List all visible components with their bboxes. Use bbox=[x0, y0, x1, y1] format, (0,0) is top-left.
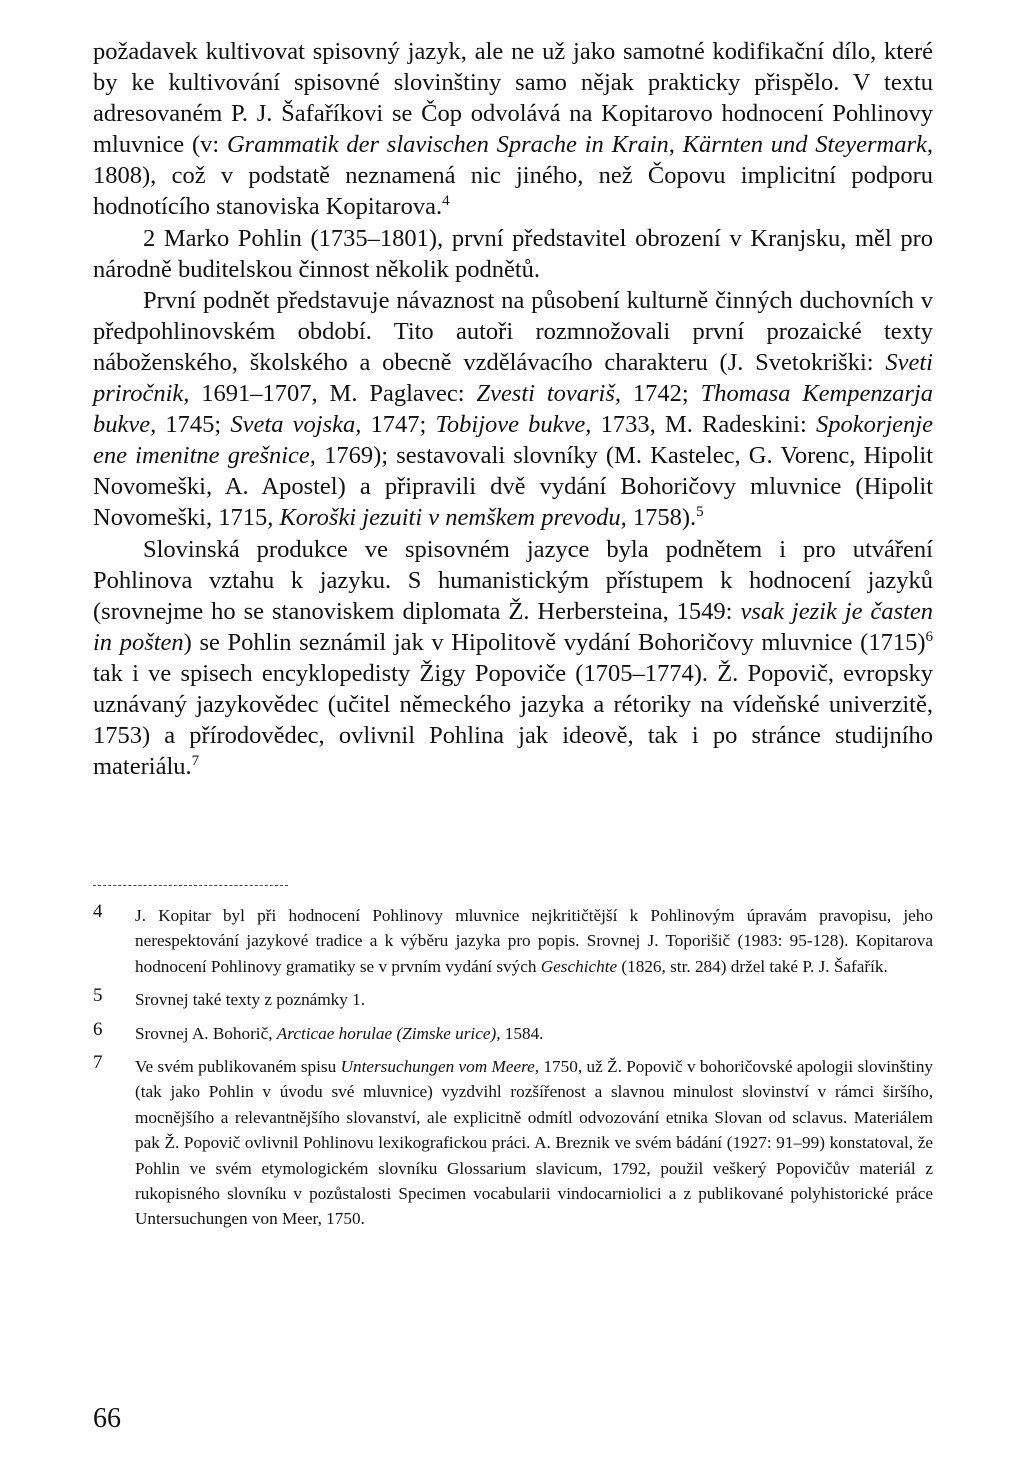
italic-title: Zvesti tovariš, bbox=[476, 380, 622, 408]
footnote-number: 5 bbox=[93, 985, 103, 1007]
paragraph-4: Slovinská produkce ve spisovném jazyce byla podnětem i pro utváření Pohlinova vztahu k jazyku. S humanistickým přístupem k hodnocení jazyků (srovnejme ho se stanoviskem diplomata Ž. Herbersteina, 1549: vsak jezik je časten in pošten) se Pohlin seznámil jak v Hipolitově vydání Bohoričovy mluvnice $(1715)^6$ tak i ve spisech encyklopedisty Žigy Popoviče (1705–1774). Ž. Popovič, evropsky uznávaný jazykovědec (učitel německého jazyka a rétoriky na vídeňské univerzitě, 1753) a přírodovědec, ovlivnil Pohlina jak ideově, tak i po stránce studijního materiálu.$^7$ bbox=[93, 535, 934, 781]
footnote-7 bbox=[93, 1054, 933, 1232]
italic-title: Tobijove bukve, bbox=[435, 411, 592, 439]
footnote-number: 4 bbox=[93, 901, 103, 922]
footnote-text: Srovnej A. Bohorič, Arcticae horulae (Zimske urice), 1584. bbox=[135, 1023, 544, 1043]
footnote-text: Ve svém publikovaném spisu Untersuchungen vom Meere, 1750, už Ž. Popovič v bohoričovské apologii slovinštiny (tak jako Pohlin v úvodu své mluvnice) vyzdvihl rozšířenost a slavnou minulost slovinství v rámci širšího, mocnějšího a relevantnějšího slovanství, ale explicitně odmítl odvozování etnika Slovan od sclavus. Materiálem pak Ž. Popovič ovlivnil Pohlinovu lexikografickou práci. A. Breznik ve svém bádání (1927: 91–99) konstatoval, že Pohlin ve svém etymologickém slovníku Glossarium slavicum, 1792, použil veškerý Popovičův materiál z rukopisného slovníku v pozůstalosti Specimen vocabularii vindocarniolici a z publikované polyhistorické práce Untersuchungen von Meer, 1750. bbox=[135, 1057, 934, 1229]
footnote-ref-6: 6 bbox=[925, 628, 933, 645]
italic-title: Grammatik der slavischen Sprache in Krain, Kärnten und Steyermark, bbox=[226, 131, 933, 159]
footnote-4 bbox=[93, 903, 933, 979]
body-text bbox=[93, 36, 933, 782]
footnote-separator bbox=[93, 885, 288, 886]
italic-title: Sveta vojska, bbox=[230, 411, 362, 439]
footnote-ref-7: 7 bbox=[191, 753, 200, 770]
footnote-6 bbox=[93, 1018, 933, 1046]
paragraph-3: První podnět představuje návaznost na působení kulturně činných duchovních v předpohlinovském období. Tito autoři rozmnožovali první prozaické texty náboženského, školského a obecně vzdělávacího charakteru (J. Svetokriški: Sveti priročnik, 1691–1707, M. Paglavec: Zvesti tovariš, 1742; Thomasa Kempenzarja bukve, 1745; Sveta vojska, 1747; Tobijove bukve, 1733, M. Radeskini: Spokorjenje ene imenitne grešnice, 1769); sestavovali slovníky (M. Kastelec, G. Vorenc, Hipolit Novomeški, A. Apostel) a připravili dvě vydání Bohoričovy mluvnice (Hipolit Novomeški, 1715, Koroški jezuiti v nemškem prevodu, 1758).$^5$ bbox=[93, 286, 933, 532]
italic-title: Sveti priročnik, bbox=[93, 348, 933, 408]
italic-title: Koroški jezuiti v nemškem prevodu, bbox=[279, 504, 627, 532]
footnote-ref-4: 4 bbox=[442, 193, 450, 210]
footnote-5 bbox=[93, 987, 933, 1012]
italic-title: Spokorjenje ene imenitne grešnice, bbox=[93, 411, 933, 470]
page-number: 66 bbox=[93, 1403, 121, 1434]
footnote-number: 7 bbox=[93, 1052, 103, 1074]
footnote-ref-5: 5 bbox=[696, 504, 704, 521]
paragraph-1: požadavek kultivovat spisovný jazyk, ale ne už jako samotné kodifikační dílo, které by ke kultivování spisovné slovinštiny samo nějak prakticky přispělo. V textu adresovaném P. J. Šafaříkovi se Čop odvolává na Kopitarovo hodnocení Pohlinovy mluvnice (v: Grammatik der slavischen Sprache in Krain, Kärnten und Steyermark, 1808), což v podstatě neznamená nic jiného, než Čopovu implicitní podporu hodnotícího stanoviska Kopitarova.$^4$ bbox=[93, 38, 933, 221]
paragraph-2: 2 Marko Pohlin (1735–1801), první představitel obrození v Kranjsku, měl pro národně buditelskou činnost několik podnětů. bbox=[93, 224, 933, 283]
footnote-text: J. Kopitar byl při hodnocení Pohlinovy mluvnice nejkritičtější k Pohlinovým úpravám pravopisu, jeho nerespektování jazykové tradice a k výběru jazyka pro popis. Srovnej J. Toporišič (1983: 95-128). Kopitarova hodnocení Pohlinovy gramatiky se v prvním vydání svých Geschichte (1826, str. 284) držel také P. J. Šafařík. bbox=[135, 906, 933, 976]
italic-quote: vsak jezik je časten in pošten bbox=[93, 597, 934, 656]
footnote-number: 6 bbox=[93, 1018, 103, 1040]
italic-title: Thomasa Kempenzarja bukve, bbox=[93, 380, 933, 439]
footnote-text: Srovnej také texty z poznámky 1. bbox=[135, 990, 366, 1010]
footnotes bbox=[93, 903, 933, 1240]
